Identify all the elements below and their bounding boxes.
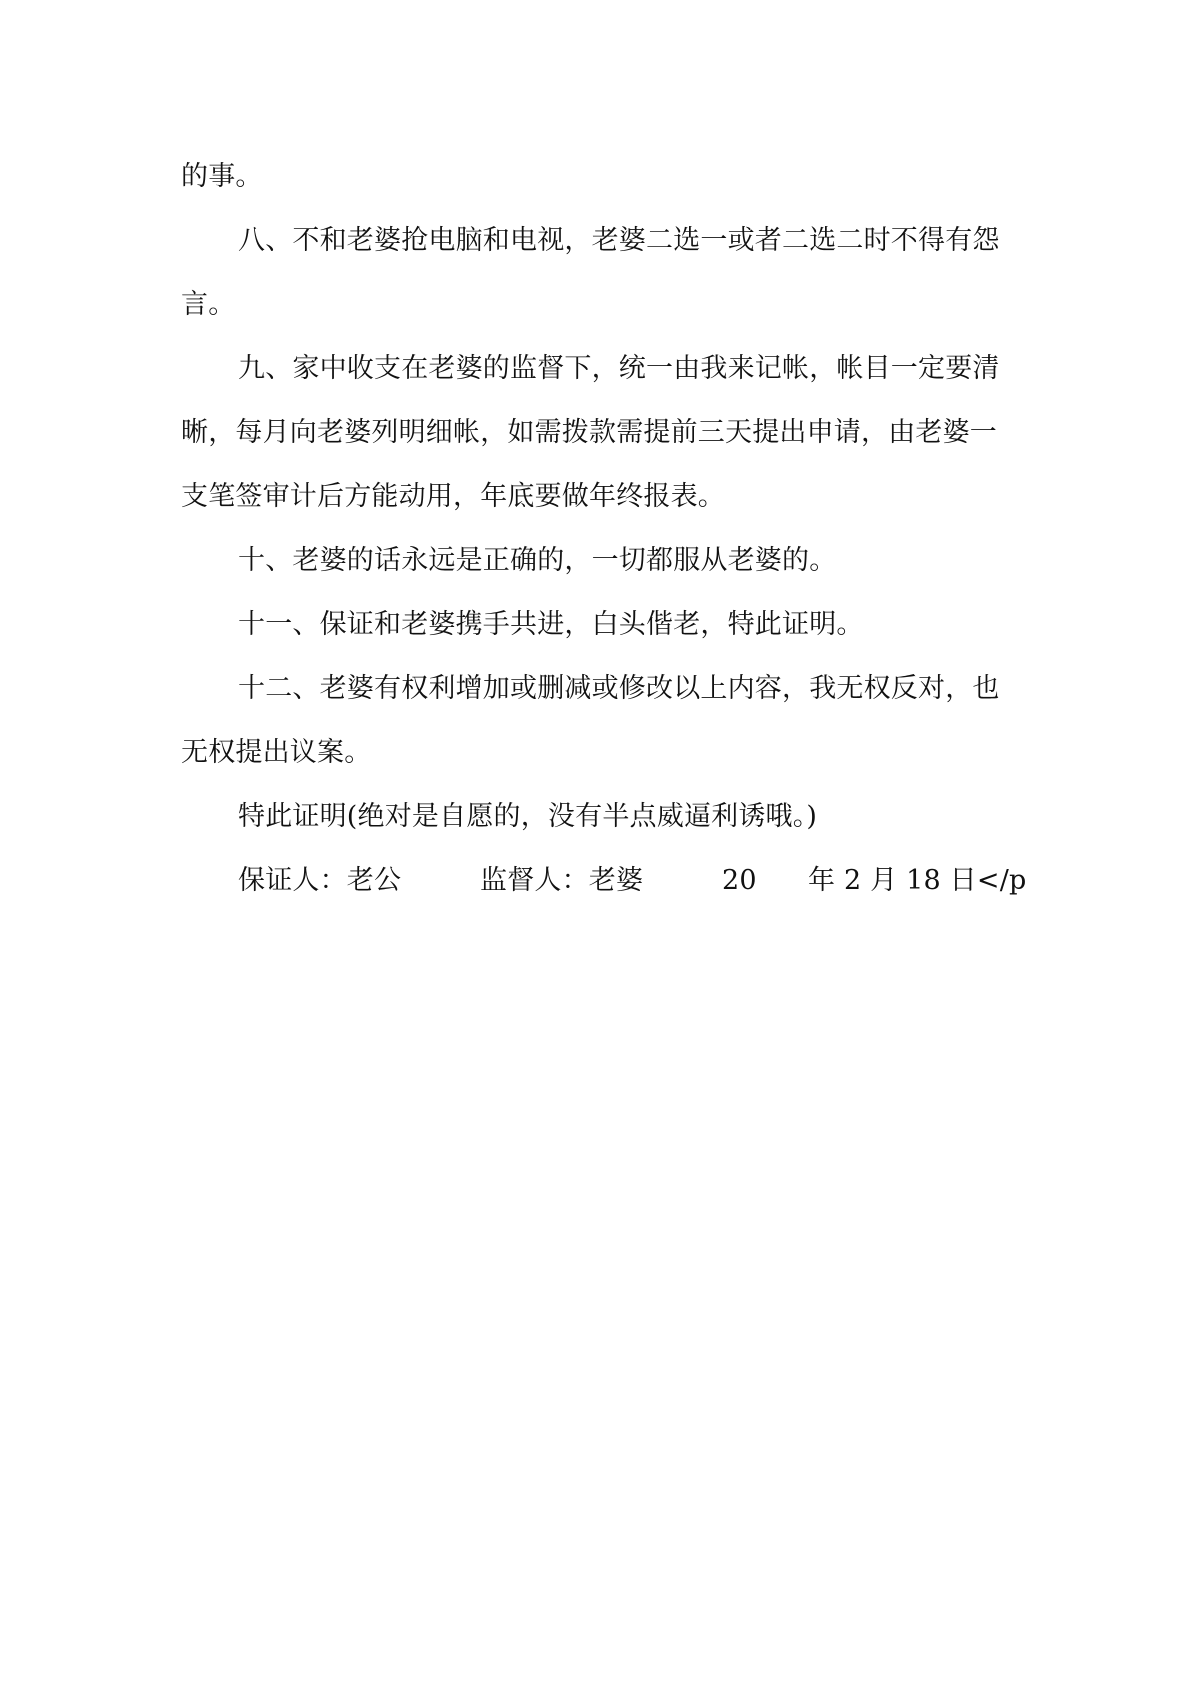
paragraph-line: 特此证明(绝对是自愿的，没有半点威逼利诱哦。) <box>238 801 818 832</box>
paragraph-line: 无权提出议案。 <box>181 737 372 768</box>
paragraph-line: 十、老婆的话永远是正确的，一切都服从老婆的。 <box>238 545 837 576</box>
paragraph-line: 晰，每月向老婆列明细帐，如需拨款需提前三天提出申请，由老婆一 <box>181 417 997 448</box>
paragraph-line: 十二、老婆有权利增加或删减或修改以上内容，我无权反对，也 <box>238 673 1000 704</box>
supervisor-label: 监督人：老婆 <box>480 865 644 896</box>
paragraph-line: 支笔签审计后方能动用，年底要做年终报表。 <box>181 481 725 512</box>
paragraph-line: 言。 <box>181 289 236 320</box>
date-value: 年 2 月 18 日</p <box>808 865 1027 896</box>
guarantor-label: 保证人：老公 <box>238 865 402 896</box>
paragraph-line: 九、家中收支在老婆的监督下，统一由我来记帐，帐目一定要清 <box>238 353 1000 384</box>
year-value: 20 <box>722 865 757 896</box>
paragraph-line: 的事。 <box>181 161 263 192</box>
paragraph-line: 十一、保证和老婆携手共进，白头偕老，特此证明。 <box>238 609 864 640</box>
paragraph-line: 八、不和老婆抢电脑和电视，老婆二选一或者二选二时不得有怨 <box>238 225 1000 256</box>
